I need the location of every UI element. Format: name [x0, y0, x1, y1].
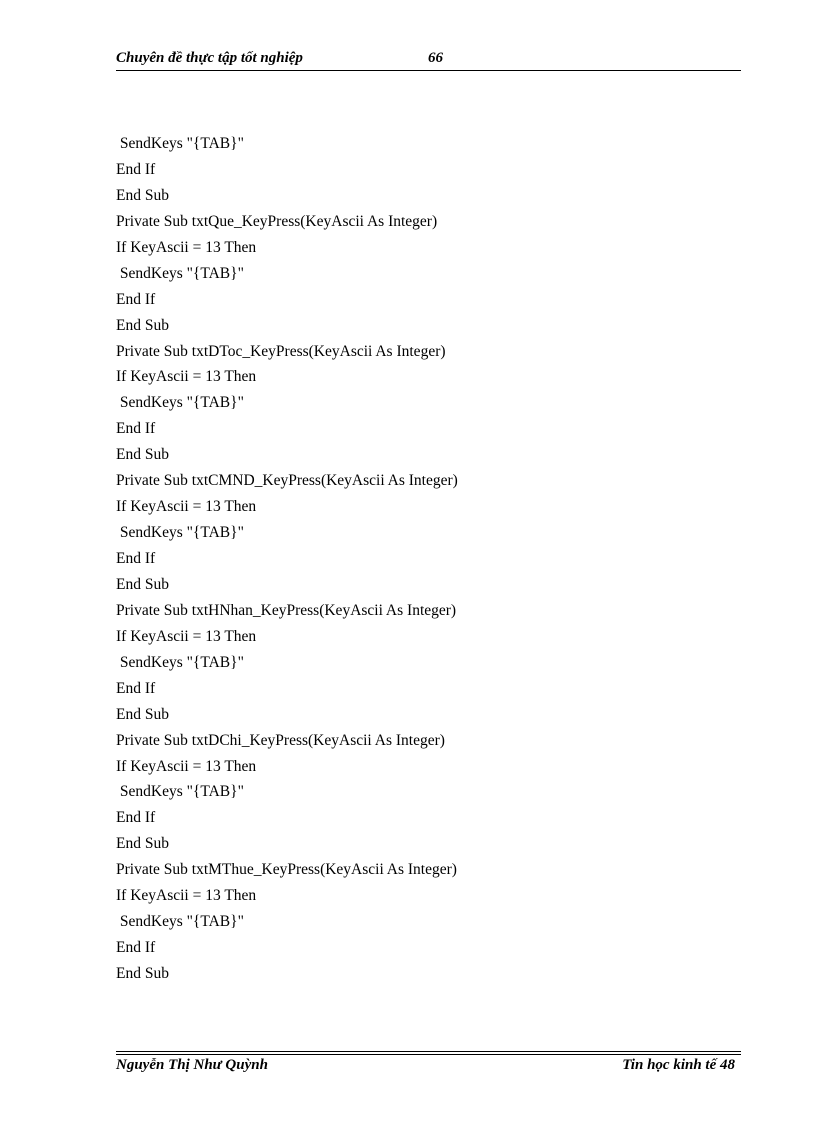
code-line: End If	[116, 939, 156, 957]
code-line: If KeyAscii = 13 Then	[116, 887, 257, 905]
code-line: End If	[116, 290, 156, 308]
code-line: SendKeys "{TAB}"	[116, 394, 244, 412]
code-line: End If	[116, 160, 156, 178]
code-line: End If	[116, 420, 156, 438]
page-header	[116, 48, 741, 70]
code-line: If KeyAscii = 13 Then	[116, 368, 257, 386]
code-line: SendKeys "{TAB}"	[116, 653, 244, 671]
footer-divider-top	[116, 1051, 741, 1052]
code-line: End Sub	[116, 705, 169, 723]
code-line: SendKeys "{TAB}"	[116, 264, 244, 282]
code-line: SendKeys "{TAB}"	[116, 783, 244, 801]
code-line: Private Sub txtDToc_KeyPress(KeyAscii As Integer)	[116, 342, 446, 360]
code-line: If KeyAscii = 13 Then	[116, 238, 257, 256]
code-line: Private Sub txtMThue_KeyPress(KeyAscii As Integer)	[116, 861, 457, 879]
header-divider	[116, 70, 741, 71]
code-line: End If	[116, 679, 156, 697]
code-line: End Sub	[116, 446, 169, 464]
code-line: End Sub	[116, 316, 169, 334]
code-line: End Sub	[116, 835, 169, 853]
code-line: If KeyAscii = 13 Then	[116, 757, 257, 775]
code-listing	[116, 131, 716, 987]
code-line: End If	[116, 550, 156, 567]
header-title: Chuyên đề thực tập tốt nghiệp	[116, 50, 303, 66]
code-line: If KeyAscii = 13 Then	[116, 498, 257, 516]
footer-subject: Tin học kinh tế 48	[622, 1057, 735, 1073]
header-page-number: 66	[428, 50, 443, 66]
code-line: End If	[116, 809, 156, 827]
code-line: End Sub	[116, 186, 169, 204]
code-line: Private Sub txtCMND_KeyPress(KeyAscii As Integer)	[116, 472, 458, 490]
footer-author: Nguyễn Thị Như Quỳnh	[116, 1057, 268, 1073]
code-line: Private Sub txtQue_KeyPress(KeyAscii As Integer)	[116, 212, 438, 230]
code-line: End Sub	[116, 575, 169, 593]
code-line: Private Sub txtHNhan_KeyPress(KeyAscii As Integer)	[116, 601, 457, 619]
code-line: SendKeys "{TAB}"	[116, 135, 244, 152]
code-line: SendKeys "{TAB}"	[116, 524, 244, 542]
code-line: If KeyAscii = 13 Then	[116, 627, 257, 645]
code-line: Private Sub txtDChi_KeyPress(KeyAscii As Integer)	[116, 731, 445, 749]
code-line: SendKeys "{TAB}"	[116, 913, 244, 931]
page-footer	[116, 1055, 741, 1077]
code-line: End Sub	[116, 965, 169, 982]
